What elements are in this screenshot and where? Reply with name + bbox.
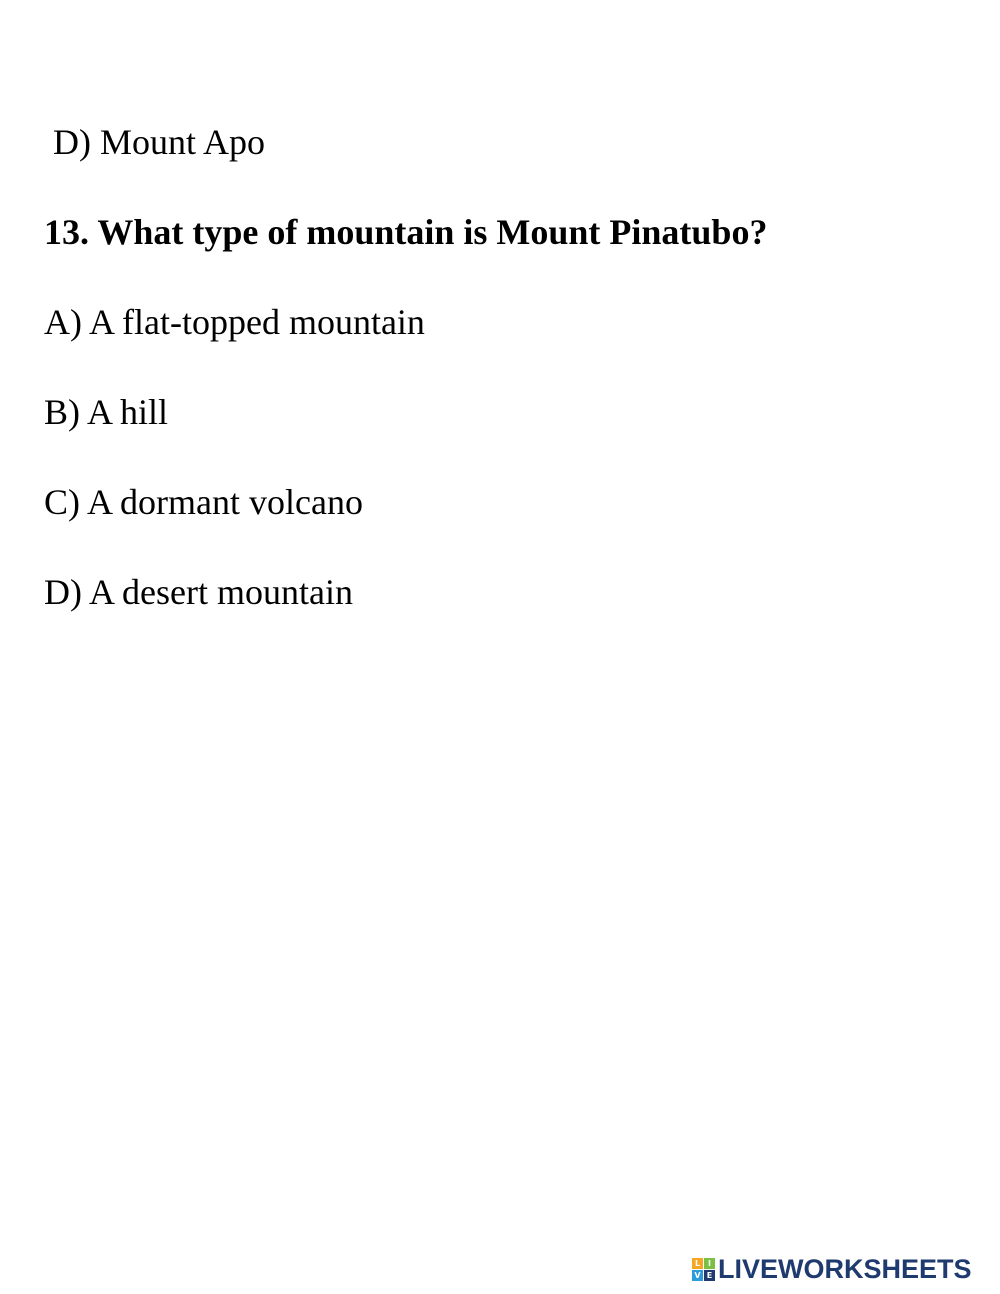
liveworksheets-logo-text: LIVEWORKSHEETS	[718, 1253, 972, 1284]
answer-option-c[interactable]: C) A dormant volcano	[44, 482, 363, 522]
question-13-heading: 13. What type of mountain is Mount Pinatubo?	[44, 212, 768, 252]
answer-option-a[interactable]: A) A flat-topped mountain	[44, 302, 425, 342]
logo-tile-l: L	[692, 1258, 703, 1269]
answer-option-b[interactable]: B) A hill	[44, 392, 169, 432]
answer-option-d[interactable]: D) A desert mountain	[44, 572, 353, 612]
logo-tile-v: V	[692, 1270, 703, 1281]
logo-tile-i: I	[704, 1258, 715, 1269]
liveworksheets-logo	[692, 1254, 972, 1284]
logo-tile-e: E	[704, 1270, 715, 1281]
previous-question-option-d: D) Mount Apo	[53, 122, 266, 162]
liveworksheets-logo-icon	[692, 1258, 715, 1281]
